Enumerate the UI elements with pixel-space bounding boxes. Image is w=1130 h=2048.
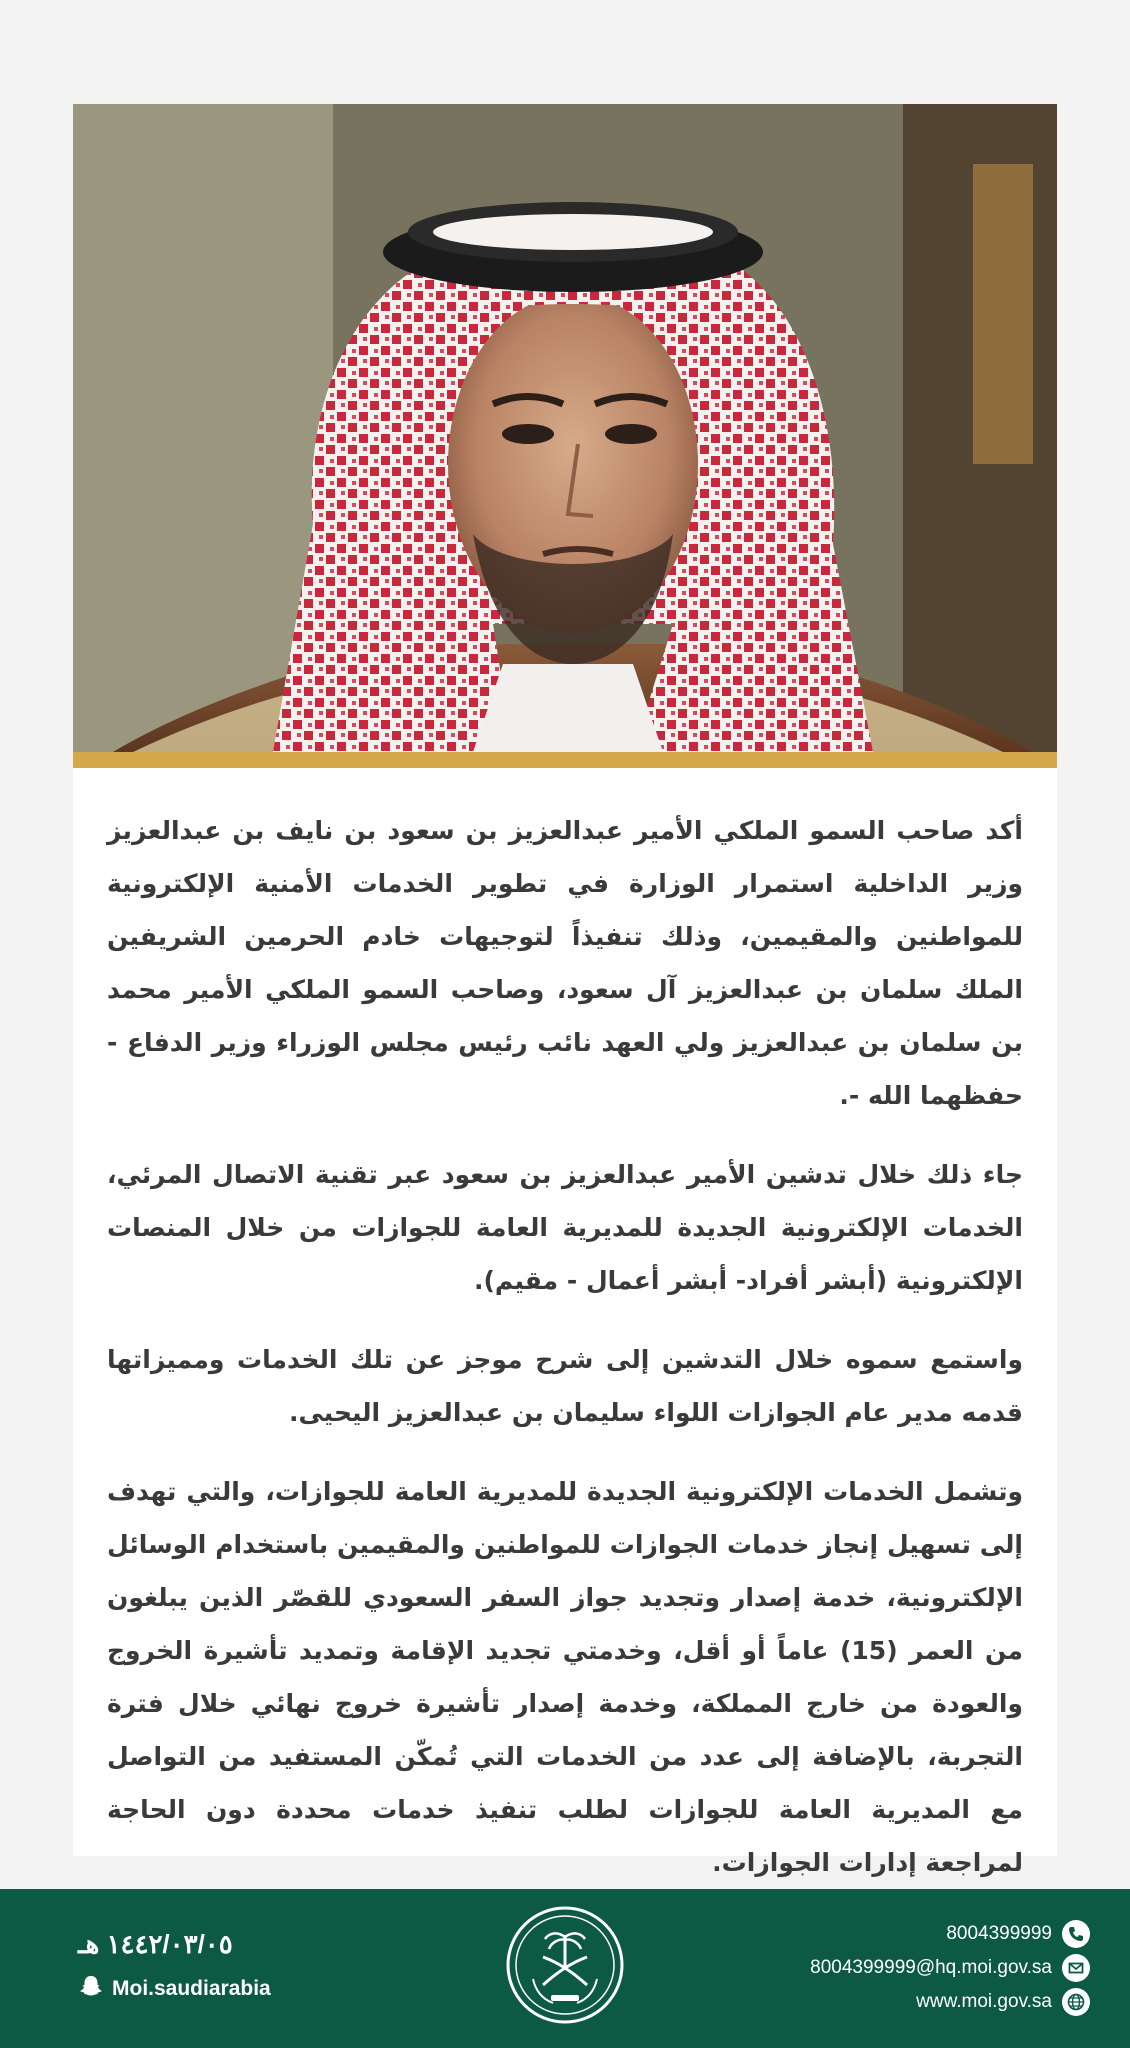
snapchat-label: Moi.saudiarabia [112,1977,271,2000]
news-card [73,104,1057,1877]
snapchat-icon [78,1973,104,2005]
footer-left [78,1929,378,2005]
email-address: 8004399999@hq.moi.gov.sa [810,1957,1052,1978]
article-body [107,804,1023,1915]
contact-website[interactable] [710,1985,1090,2019]
phone-number: 8004399999 [946,1923,1052,1944]
hijri-date: ١٤٤٢/٠٣/٠٥ هـ [78,1929,233,1959]
email-icon [1062,1954,1090,1982]
article-paragraph: جاء ذلك خلال تدشين الأمير عبدالعزيز بن سعود عبر تقنية الاتصال المرئي، الخدمات الإلكترونية الجديدة للمديرية العامة للجوازات من خلال المنصات الإلكترونية (أبشر أفراد- أبشر أعمال - مقيم). [107,1160,1023,1295]
contact-list [710,1917,1090,2019]
article-paragraph: أكد صاحب السمو الملكي الأمير عبدالعزيز بن سعود بن نايف بن عبدالعزيز وزير الداخلية استمرار الوزارة في تطوير الخدمات الأمنية الإلكترونية للمواطنين والمقيمين، وذلك تنفيذاً لتوجيهات خادم الحرمين الشريفين الملك سلمان بن عبدالعزيز آل سعود، وصاحب السمو الملكي الأمير محمد بن سلمان بن عبدالعزيز ولي العهد نائب رئيس مجلس الوزراء وزير الدفاع - حفظهما الله -. [107,816,1023,1110]
minister-photo [73,104,1057,752]
contact-email[interactable] [710,1951,1090,1985]
contact-phone[interactable] [710,1917,1090,1951]
phone-icon [1062,1920,1090,1948]
article-paragraph: وتشمل الخدمات الإلكترونية الجديدة للمديرية العامة للجوازات، والتي تهدف إلى تسهيل إنجاز خدمات الجوازات للمواطنين والمقيمين باستخدام الوسائل الإلكترونية، خدمة إصدار وتجديد جواز السفر السعودي للقصّر الذين يبلغون من العمر (15) عاماً أو أقل، وخدمتي تجديد الإقامة وتمديد تأشيرة الخروج والعودة من خارج المملكة، وخدمة إصدار تأشيرة خروج نهائي خلال فترة التجربة، بالإضافة إلى عدد من الخدمات التي تُمكّن المستفيد من التواصل مع المديرية العامة للجوازات لطلب تنفيذ خدمات محددة دون الحاجة لمراجعة إدارات الجوازات. [107,1477,1023,1877]
website-url: www.moi.gov.sa [916,1991,1052,2012]
globe-icon [1062,1988,1090,2016]
article-paragraph: واستمع سموه خلال التدشين إلى شرح موجز عن تلك الخدمات ومميزاتها قدمه مدير عام الجوازات اللواء سليمان بن عبدالعزيز اليحيى. [107,1345,1023,1427]
footer [0,1889,1130,2048]
snapchat-handle[interactable] [78,1973,378,2005]
ministry-emblem [505,1905,625,2025]
gold-divider [73,752,1057,768]
